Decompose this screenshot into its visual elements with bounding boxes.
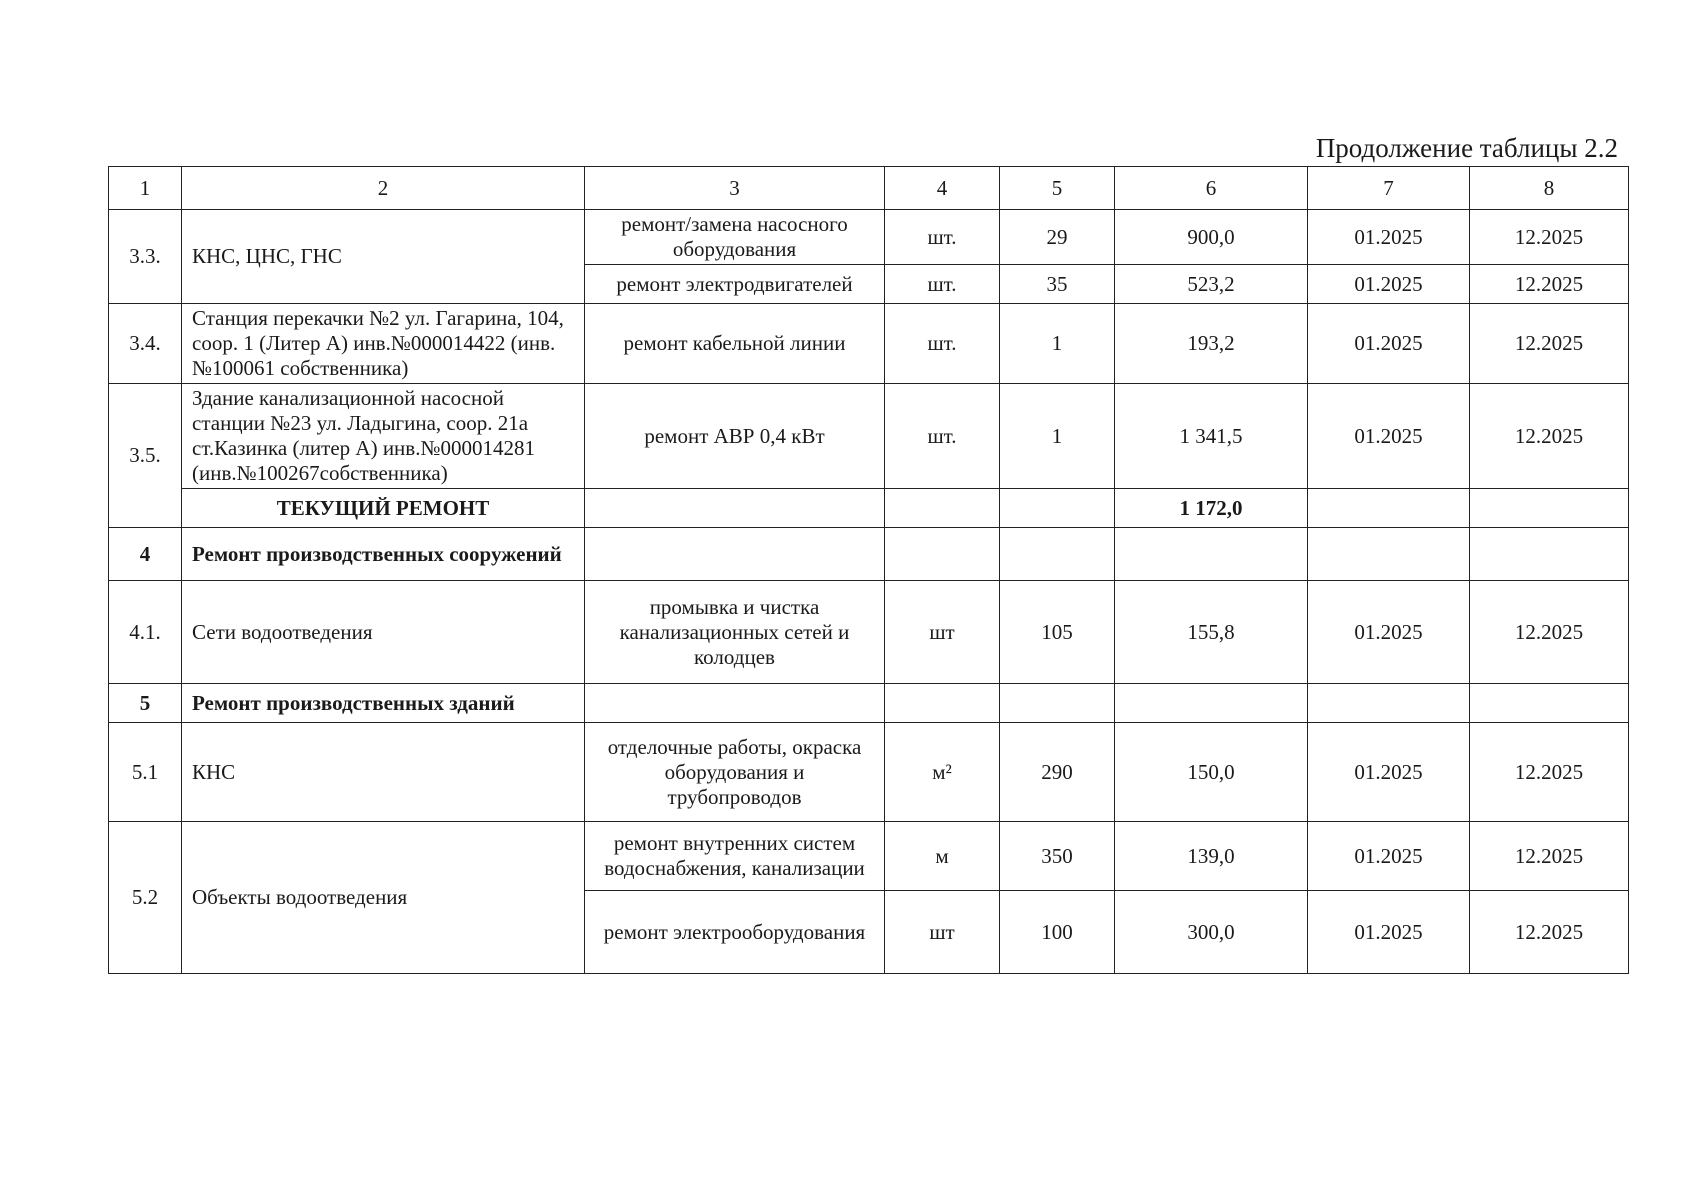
end-date: 12.2025: [1470, 210, 1629, 265]
cost: 139,0: [1115, 822, 1308, 891]
column-number: 6: [1115, 167, 1308, 210]
column-number: 7: [1308, 167, 1470, 210]
object-name: КНС: [182, 723, 585, 822]
unit: шт.: [885, 384, 1000, 489]
row-number: 4.1.: [109, 581, 182, 684]
work-type: ремонт/замена насосного оборудования: [585, 210, 885, 265]
section-title: Ремонт производственных сооружений: [182, 528, 585, 581]
object-name: Сети водоотведения: [182, 581, 585, 684]
repair-schedule-table: [108, 166, 1629, 974]
column-number: 3: [585, 167, 885, 210]
start-date: 01.2025: [1308, 581, 1470, 684]
table-caption: Продолжение таблицы 2.2: [1315, 133, 1618, 163]
unit: шт: [885, 581, 1000, 684]
empty-cell: [585, 684, 885, 723]
cost: 900,0: [1115, 210, 1308, 265]
subtotal-label: ТЕКУЩИЙ РЕМОНТ: [182, 489, 585, 528]
start-date: 01.2025: [1308, 891, 1470, 974]
column-number: 8: [1470, 167, 1629, 210]
quantity: 35: [1000, 265, 1115, 304]
row-number: 3.5.: [109, 384, 182, 528]
table-row: [109, 723, 1629, 822]
work-type: ремонт электродвигателей: [585, 265, 885, 304]
work-type: ремонт кабельной линии: [585, 304, 885, 384]
empty-cell: [1470, 684, 1629, 723]
table-row: [109, 822, 1629, 891]
empty-cell: [585, 528, 885, 581]
unit: шт.: [885, 304, 1000, 384]
unit: шт: [885, 891, 1000, 974]
unit: м²: [885, 723, 1000, 822]
object-name: Объекты водоотведения: [182, 822, 585, 974]
cost: 300,0: [1115, 891, 1308, 974]
end-date: 12.2025: [1470, 581, 1629, 684]
start-date: 01.2025: [1308, 210, 1470, 265]
quantity: 290: [1000, 723, 1115, 822]
cost: 1 341,5: [1115, 384, 1308, 489]
empty-cell: [885, 528, 1000, 581]
empty-cell: [1308, 684, 1470, 723]
empty-cell: [1000, 489, 1115, 528]
object-name: Здание канализационной насосной станции №23 ул. Ладыгина, соор. 21а ст.Казинка (литер А) инв.№000014281 (инв.№100267собственника): [182, 384, 585, 489]
cost: 150,0: [1115, 723, 1308, 822]
section-number: 4: [109, 528, 182, 581]
section-row: [109, 528, 1629, 581]
object-name: Станция перекачки №2 ул. Гагарина, 104, соор. 1 (Литер А) инв.№000014422 (инв.№100061 собственника): [182, 304, 585, 384]
empty-cell: [1470, 489, 1629, 528]
work-type: ремонт АВР 0,4 кВт: [585, 384, 885, 489]
row-number: 5.1: [109, 723, 182, 822]
row-number: 5.2: [109, 822, 182, 974]
object-name: КНС, ЦНС, ГНС: [182, 210, 585, 304]
empty-cell: [1115, 684, 1308, 723]
column-number: 5: [1000, 167, 1115, 210]
empty-cell: [1115, 528, 1308, 581]
quantity: 29: [1000, 210, 1115, 265]
empty-cell: [1470, 528, 1629, 581]
end-date: 12.2025: [1470, 384, 1629, 489]
start-date: 01.2025: [1308, 723, 1470, 822]
quantity: 1: [1000, 304, 1115, 384]
row-number: 3.3.: [109, 210, 182, 304]
section-row: [109, 684, 1629, 723]
work-type: отделочные работы, окраска оборудования и трубопроводов: [585, 723, 885, 822]
table-row: [109, 581, 1629, 684]
empty-cell: [885, 489, 1000, 528]
empty-cell: [885, 684, 1000, 723]
empty-cell: [585, 489, 885, 528]
row-number: 3.4.: [109, 304, 182, 384]
end-date: 12.2025: [1470, 265, 1629, 304]
empty-cell: [1000, 684, 1115, 723]
empty-cell: [1308, 528, 1470, 581]
unit: м: [885, 822, 1000, 891]
quantity: 350: [1000, 822, 1115, 891]
section-title: Ремонт производственных зданий: [182, 684, 585, 723]
column-number: 2: [182, 167, 585, 210]
table-row: [109, 304, 1629, 384]
table-row: [109, 210, 1629, 265]
quantity: 1: [1000, 384, 1115, 489]
unit: шт.: [885, 265, 1000, 304]
unit: шт.: [885, 210, 1000, 265]
cost: 193,2: [1115, 304, 1308, 384]
end-date: 12.2025: [1470, 304, 1629, 384]
work-type: ремонт внутренних систем водоснабжения, канализации: [585, 822, 885, 891]
column-number: 1: [109, 167, 182, 210]
start-date: 01.2025: [1308, 304, 1470, 384]
quantity: 105: [1000, 581, 1115, 684]
table-row: [109, 384, 1629, 489]
end-date: 12.2025: [1470, 822, 1629, 891]
end-date: 12.2025: [1470, 723, 1629, 822]
work-type: ремонт электрооборудования: [585, 891, 885, 974]
empty-cell: [1000, 528, 1115, 581]
cost: 155,8: [1115, 581, 1308, 684]
start-date: 01.2025: [1308, 384, 1470, 489]
start-date: 01.2025: [1308, 265, 1470, 304]
subtotal-cost: 1 172,0: [1115, 489, 1308, 528]
end-date: 12.2025: [1470, 891, 1629, 974]
subtotal-row: [109, 489, 1629, 528]
quantity: 100: [1000, 891, 1115, 974]
work-type: промывка и чистка канализационных сетей и колодцев: [585, 581, 885, 684]
section-number: 5: [109, 684, 182, 723]
cost: 523,2: [1115, 265, 1308, 304]
column-number-row: [109, 167, 1629, 210]
empty-cell: [1308, 489, 1470, 528]
start-date: 01.2025: [1308, 822, 1470, 891]
column-number: 4: [885, 167, 1000, 210]
